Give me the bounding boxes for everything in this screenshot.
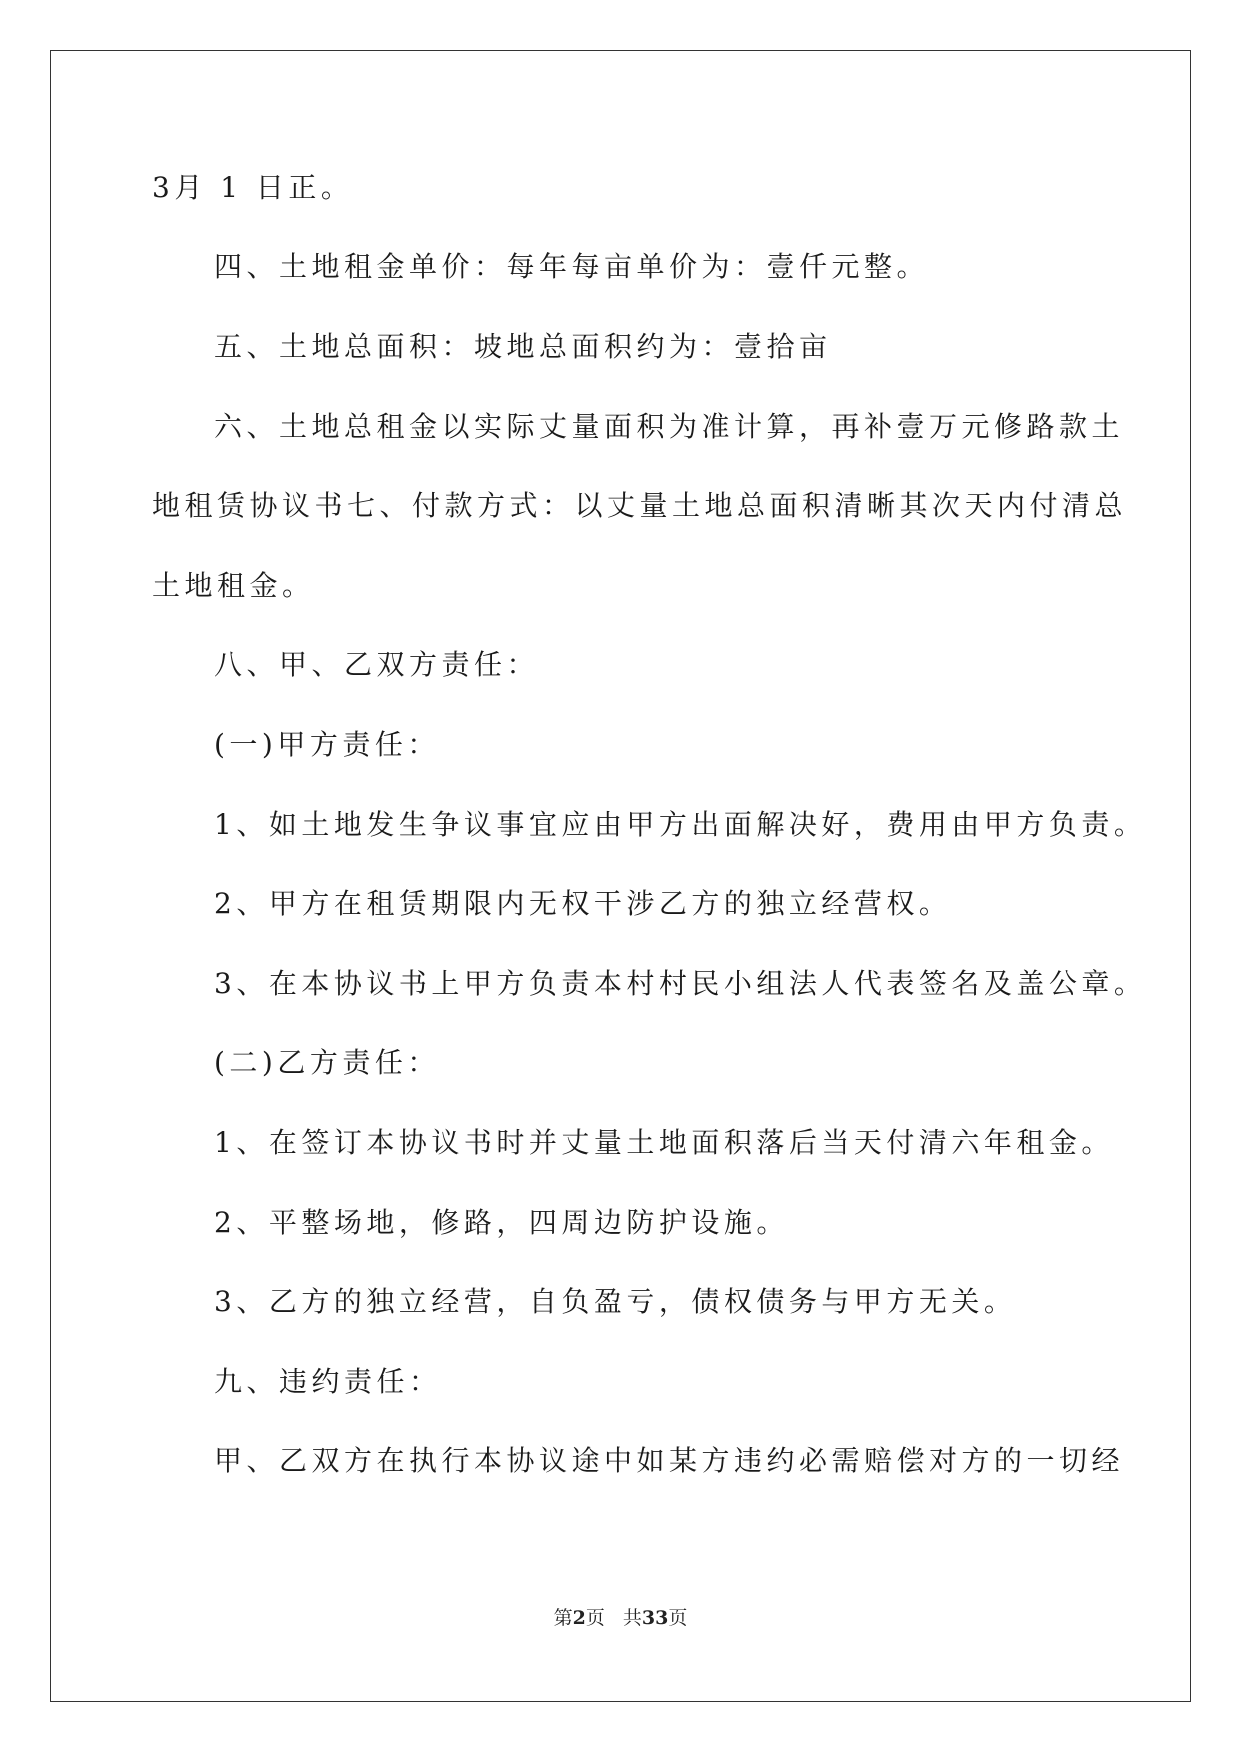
text-line: (一)甲方责任： — [214, 728, 440, 761]
text-line: 五、土地总面积：坡地总面积约为：壹拾亩 — [214, 330, 832, 363]
text-line: 地租赁协议书七、付款方式：以丈量土地总面积清晰其次天内付清总 — [152, 489, 1128, 522]
text-line: 1、在签订本协议书时并丈量土地面积落后当天付清六年租金。 — [214, 1126, 1114, 1159]
text-line: 八、甲、乙双方责任： — [214, 648, 540, 681]
text-line: (二)乙方责任： — [214, 1046, 440, 1079]
text-line: 3、在本协议书上甲方负责本村村民小组法人代表签名及盖公章。 — [214, 967, 1147, 1000]
page-footer — [0, 1606, 1241, 1630]
page-total-count: 33 — [641, 1607, 669, 1629]
text-line: 甲、乙双方在执行本协议途中如某方违约必需赔偿对方的一切经 — [214, 1444, 1125, 1477]
text-line: 九、违约责任： — [214, 1365, 442, 1398]
page-total-prefix: 共 — [622, 1607, 642, 1629]
text-line: 1、如土地发生争议事宜应由甲方出面解决好，费用由甲方负责。 — [214, 808, 1147, 841]
page-number-prefix: 第 — [553, 1607, 573, 1629]
page-total-suffix: 页 — [668, 1607, 688, 1629]
text-line: 四、土地租金单价：每年每亩单价为：壹仟元整。 — [214, 250, 930, 283]
text-line: 2、甲方在租赁期限内无权干涉乙方的独立经营权。 — [214, 887, 952, 920]
text-line: 3月 1 日正。 — [152, 171, 354, 204]
text-line: 3、乙方的独立经营，自负盈亏，债权债务与甲方无关。 — [214, 1285, 1017, 1318]
text-line: 六、土地总租金以实际丈量面积为准计算，再补壹万元修路款土 — [214, 410, 1125, 443]
text-line: 2、平整场地，修路，四周边防护设施。 — [214, 1206, 789, 1239]
page-number-current: 2 — [572, 1607, 586, 1629]
text-line: 土地租金。 — [152, 569, 315, 602]
page-number-suffix: 页 — [585, 1607, 605, 1629]
